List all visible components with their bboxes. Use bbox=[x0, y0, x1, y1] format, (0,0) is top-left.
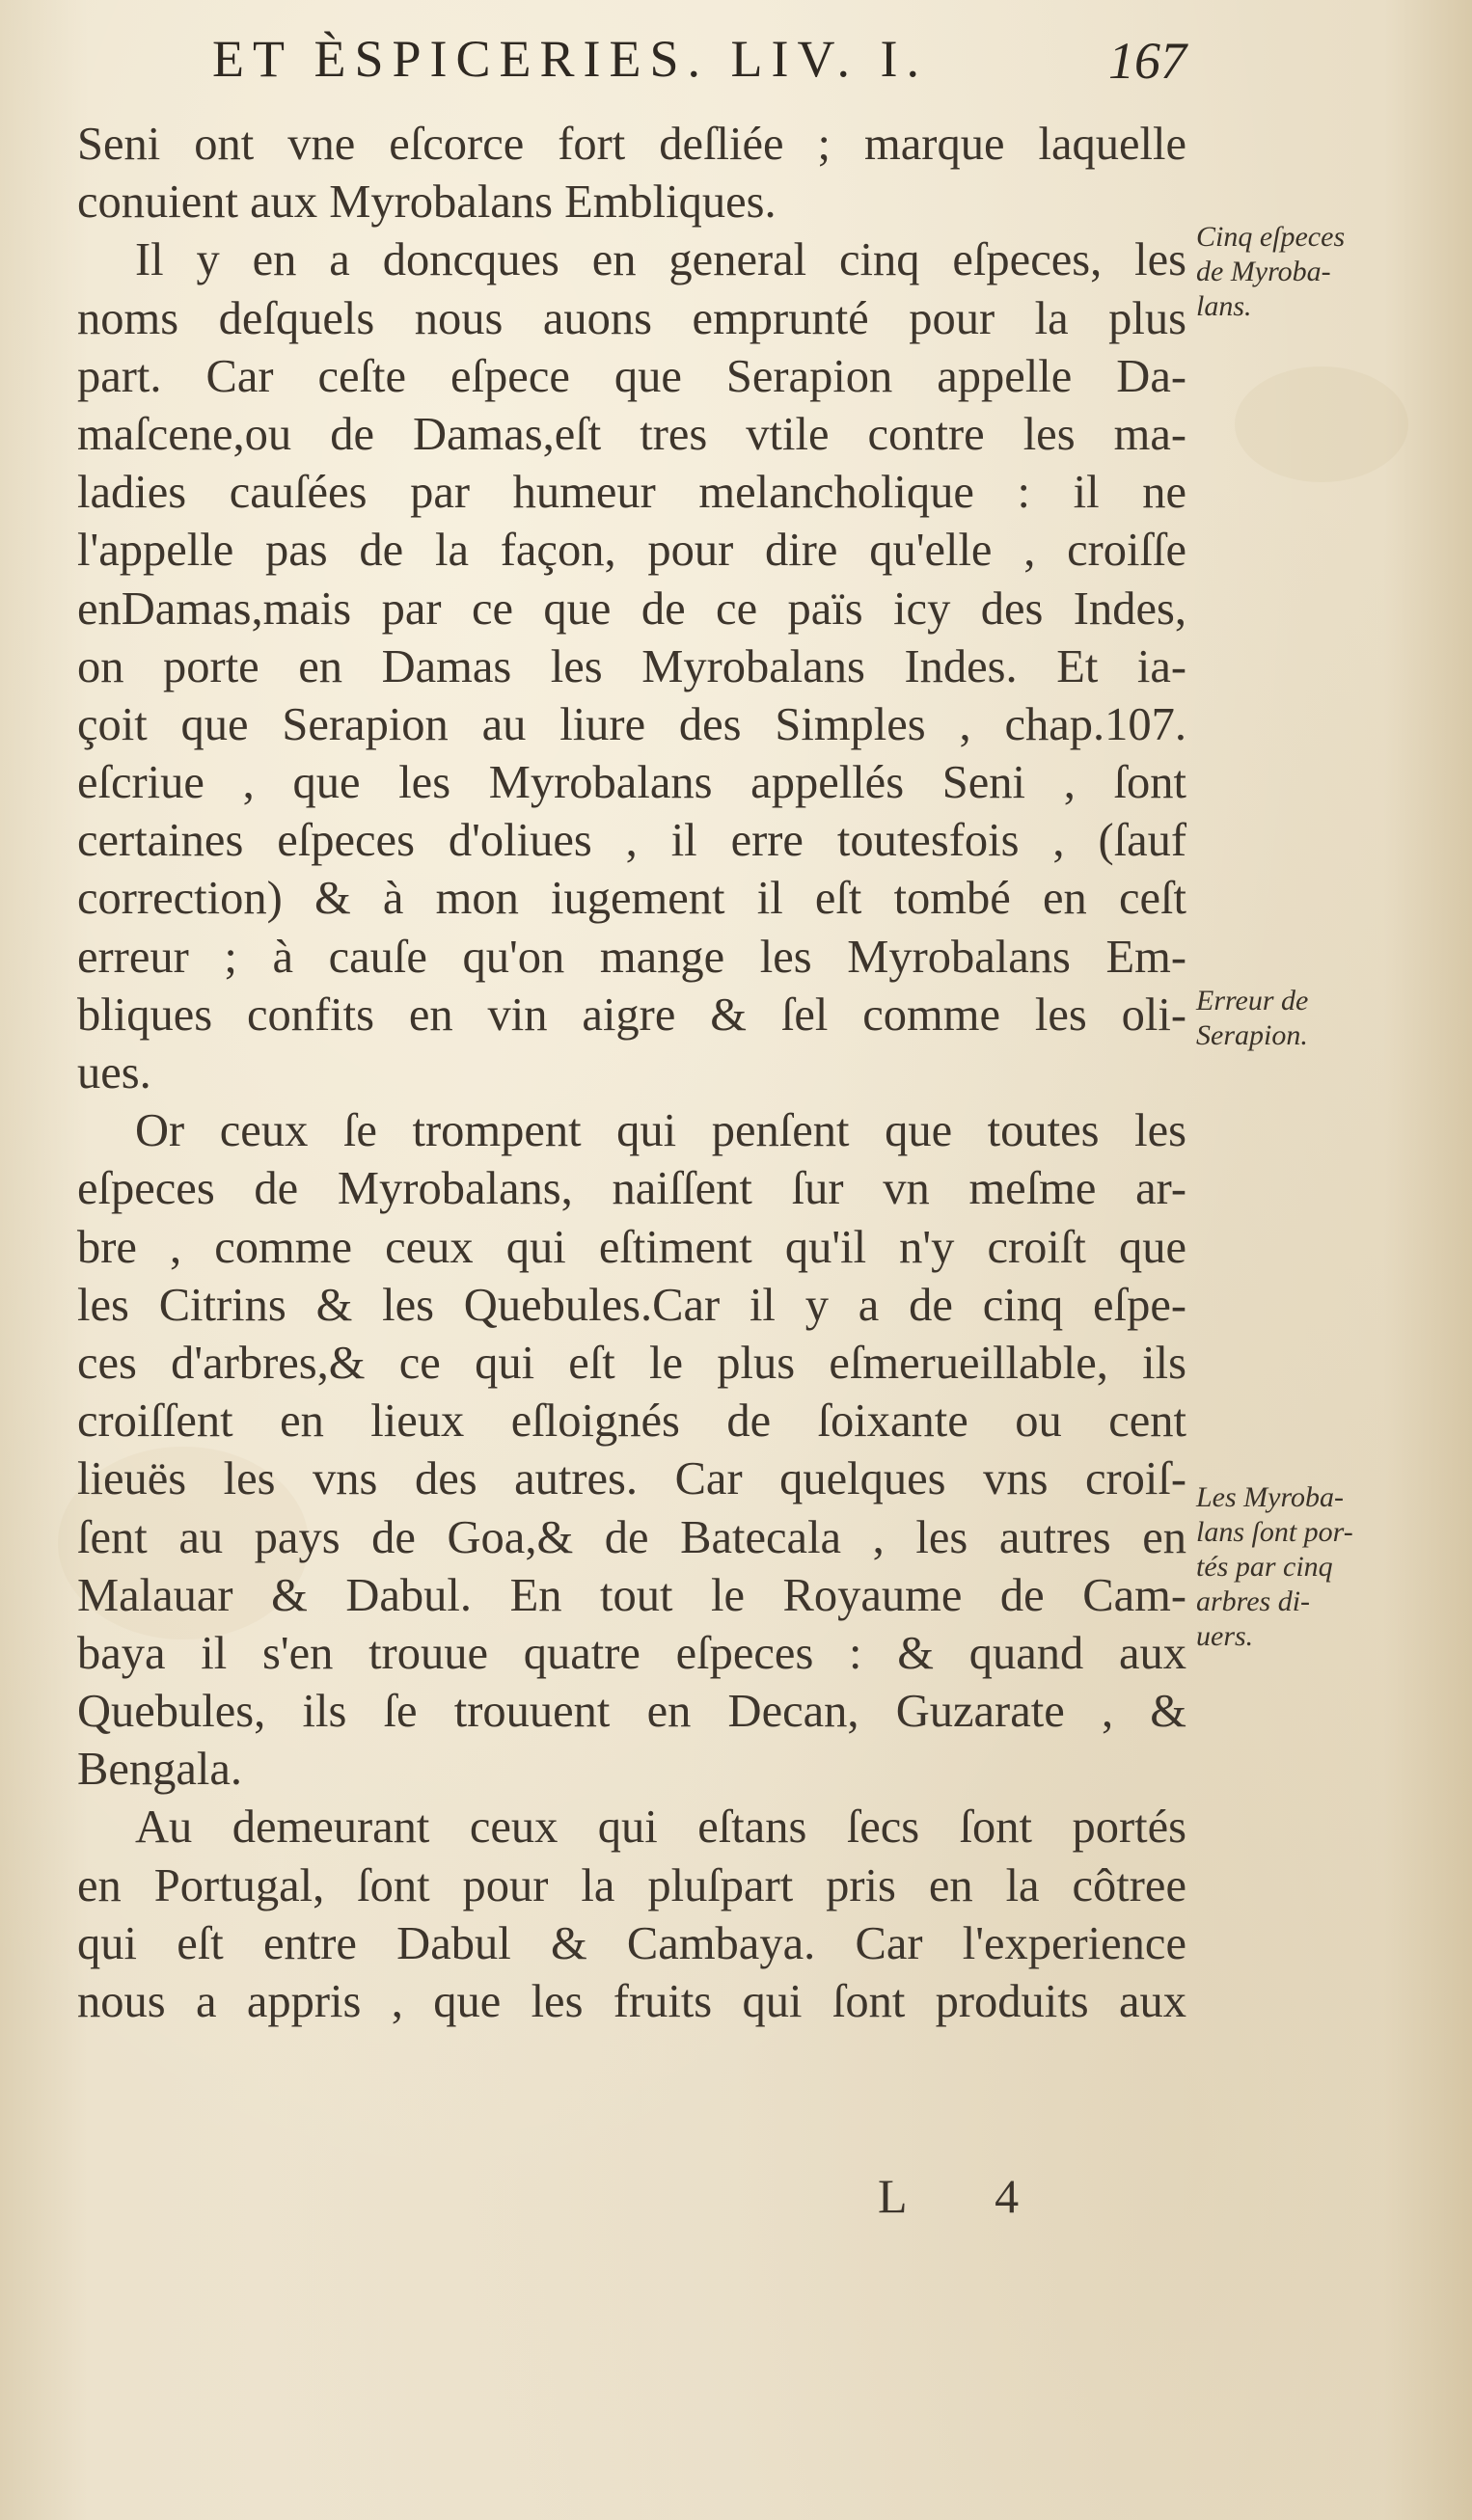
text-line: enDamas,mais par ce que de ce païs icy des Indes, bbox=[77, 583, 1186, 635]
text-line: ladies cauſées par humeur melancholique : il ne bbox=[77, 467, 1186, 519]
text-line: l'appelle pas de la façon, pour dire qu'elle , croiſſe bbox=[77, 525, 1186, 577]
text-line: croiſſent en lieux eſloignés de ſoixante ou cent bbox=[77, 1395, 1186, 1448]
text-line: Bengala. bbox=[77, 1744, 243, 1796]
margin-note-line: Erreur de bbox=[1196, 985, 1309, 1016]
text-line: qui eſt entre Dabul & Cambaya. Car l'experience bbox=[77, 1917, 1186, 1969]
text-line: part. Car ceſte eſpece que Serapion appelle Da- bbox=[77, 350, 1186, 402]
margin-note bbox=[1196, 1480, 1447, 1654]
text-line: les Citrins & les Quebules.Car il y a de cinq eſpe- bbox=[77, 1279, 1186, 1331]
text-line: Malauar & Dabul. En tout le Royaume de Cam- bbox=[77, 1569, 1186, 1621]
paragraph bbox=[77, 231, 1186, 1102]
text-line: Quebules, ils ſe trouuent en Decan, Guzarate , & bbox=[77, 1686, 1186, 1738]
running-head: ET ÈSPICERIES. LIV. I. bbox=[212, 30, 929, 88]
text-line: Seni ont vne eſcorce fort deſliée ; marque laquelle bbox=[77, 119, 1186, 170]
text-line: ces d'arbres,& ce qui eſt le plus eſmerueillable, ils bbox=[77, 1337, 1186, 1389]
text-line: baya il s'en trouue quatre eſpeces : & quand aux bbox=[77, 1627, 1186, 1679]
text-line: conuient aux Myrobalans Embliques. bbox=[77, 176, 777, 229]
margin-note-line: de Myroba- bbox=[1196, 256, 1331, 287]
text-line: Il y en a doncques en general cinq eſpeces, les bbox=[135, 234, 1186, 286]
margin-note-line: lans. bbox=[1196, 290, 1252, 322]
text-line: certaines eſpeces d'oliues , il erre toutesfois , (ſauf bbox=[77, 815, 1186, 867]
text-line: bliques confits en vin aigre & ſel comme les oli- bbox=[77, 989, 1186, 1041]
text-line: ſent au pays de Goa,& de Batecala , les autres en bbox=[77, 1511, 1186, 1563]
text-line: en Portugal, ſont pour la pluſpart pris en la côtree bbox=[77, 1859, 1186, 1911]
margin-note-line: tés par cinq bbox=[1196, 1551, 1333, 1583]
main-text bbox=[77, 116, 1186, 2031]
text-line: noms deſquels nous auons emprunté pour la plus bbox=[77, 292, 1186, 344]
paper-stain bbox=[1235, 366, 1408, 482]
margin-note-line: arbres di- bbox=[1196, 1585, 1311, 1617]
margin-note-line: lans ſont por- bbox=[1196, 1516, 1353, 1548]
text-line: lieuës les vns des autres. Car quelques vns croiſ- bbox=[77, 1453, 1186, 1505]
text-line: correction) & à mon iugement il eſt tombé en ceſt bbox=[77, 873, 1186, 925]
text-line: eſpeces de Myrobalans, naiſſent ſur vn meſme ar- bbox=[77, 1163, 1186, 1215]
page-header bbox=[212, 29, 1186, 96]
margin-note bbox=[1196, 984, 1447, 1053]
signature-mark: L 4 bbox=[878, 2169, 1058, 2223]
paragraph bbox=[77, 1799, 1186, 2031]
text-line: bre , comme ceux qui eſtiment qu'il n'y croiſt que bbox=[77, 1221, 1186, 1273]
text-line: Or ceux ſe trompent qui penſent que toutes les bbox=[135, 1105, 1186, 1157]
page-number: 167 bbox=[1108, 32, 1186, 90]
text-line: on porte en Damas les Myrobalans Indes. Et ia- bbox=[77, 640, 1186, 692]
text-line: Au demeurant ceux qui eſtans ſecs ſont portés bbox=[135, 1802, 1186, 1854]
text-line: çoit que Serapion au liure des Simples , chap.107. bbox=[77, 698, 1186, 750]
margin-note-line: uers. bbox=[1196, 1620, 1254, 1652]
margin-note-line: Les Myroba- bbox=[1196, 1481, 1345, 1513]
margin-note bbox=[1196, 220, 1447, 324]
text-line: ues. bbox=[77, 1047, 151, 1098]
paragraph bbox=[77, 116, 1186, 231]
text-line: eſcriue , que les Myrobalans appellés Seni , ſont bbox=[77, 757, 1186, 809]
text-line: maſcene,ou de Damas,eſt tres vtile contre les ma- bbox=[77, 408, 1186, 460]
paragraph bbox=[77, 1102, 1186, 1799]
text-line: erreur ; à cauſe qu'on mange les Myrobalans Em- bbox=[77, 931, 1186, 983]
margin-note-line: Serapion. bbox=[1196, 1019, 1308, 1051]
text-line: nous a appris , que les fruits qui ſont produits aux bbox=[77, 1976, 1186, 2027]
margin-note-line: Cinq eſpeces bbox=[1196, 221, 1346, 253]
